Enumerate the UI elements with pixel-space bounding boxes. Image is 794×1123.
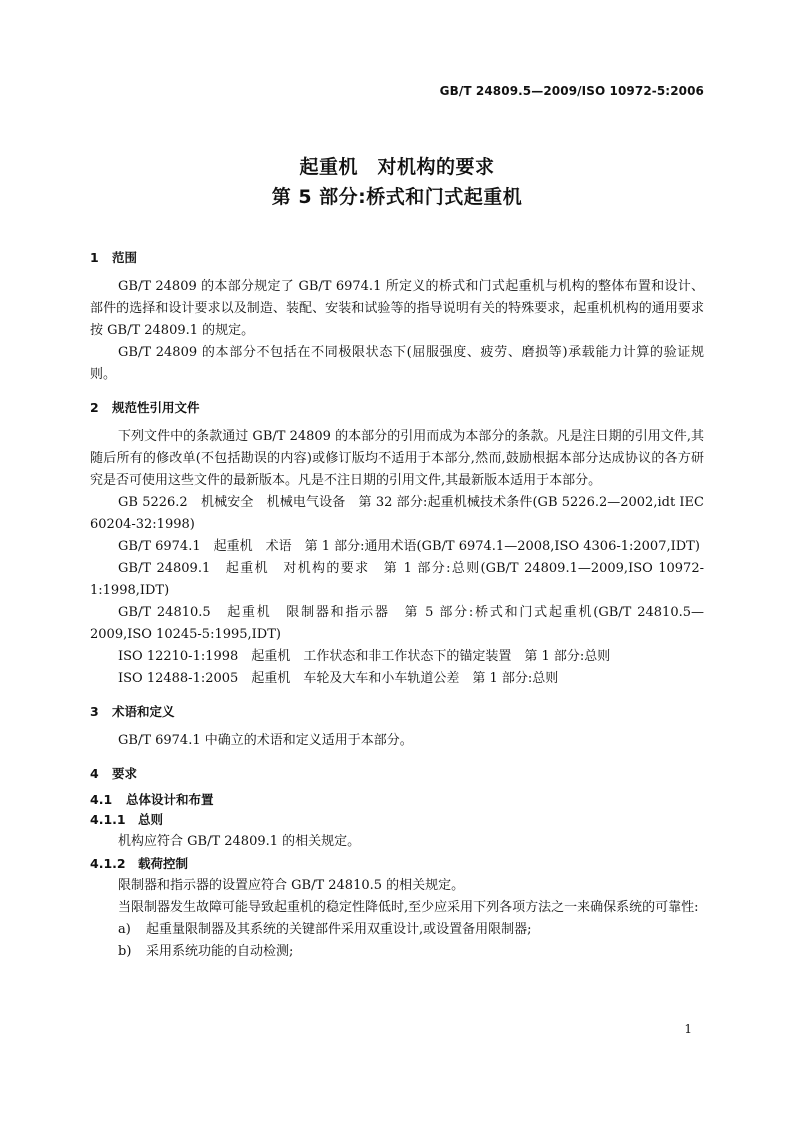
document-body: [90, 250, 704, 963]
section-3-heading: [90, 704, 704, 720]
normative-reference: GB/T 24809.1 起重机 对机构的要求 第 1 部分:总则(GB/T 24809.1—2009,ISO 10972-1:1998,IDT): [90, 561, 704, 598]
normative-reference: GB/T 24810.5 起重机 限制器和指示器 第 5 部分:桥式和门式起重机(GB/T 24810.5—2009,ISO 10245-5:1995,IDT): [90, 605, 704, 642]
section-number: 4.1: [90, 792, 113, 807]
page-number: 1: [684, 1022, 692, 1036]
section-3-paragraph: GB/T 6974.1 中确立的术语和定义适用于本部分。: [118, 733, 413, 748]
section-2-intro: 下列文件中的条款通过 GB/T 24809 的本部分的引用而成为本部分的条款。凡是注日期的引用文件,其随后所有的修改单(不包括勘误的内容)或修订版均不适用于本部分,然而,鼓励根据本部分达成协议的各方研究是否可使用这些文件的最新版本。凡是不注日期的引用文件,其最新版本适用于本部分。: [90, 429, 704, 488]
section-number: 4: [90, 766, 99, 781]
document-title-line1: 起重机 对机构的要求: [299, 156, 495, 178]
list-item: [90, 941, 704, 963]
list-item-label: b): [118, 944, 132, 959]
section-4-1-2-paragraph-1: 限制器和指示器的设置应符合 GB/T 24810.5 的相关规定。: [118, 878, 465, 893]
section-title: 规范性引用文件: [112, 400, 200, 415]
section-title: 术语和定义: [112, 704, 175, 719]
normative-reference: ISO 12488-1:2005 起重机 车轮及大车和小车轨道公差 第 1 部分:总则: [118, 671, 559, 686]
normative-reference: GB 5226.2 机械安全 机械电气设备 第 32 部分:起重机械技术条件(GB 5226.2—2002,idt IEC 60204-32:1998): [90, 495, 704, 532]
section-number: 4.1.1: [90, 812, 126, 827]
section-1-heading: [90, 250, 704, 266]
normative-reference: ISO 12210-1:1998 起重机 工作状态和非工作状态下的锚定装置 第 1 部分:总则: [118, 649, 611, 664]
section-title: 总则: [138, 812, 164, 827]
section-4-1-1-heading: [90, 812, 704, 828]
section-4-1-2-paragraph-2: 当限制器发生故障可能导致起重机的稳定性降低时,至少应采用下列各项方法之一来确保系统的可靠性:: [118, 900, 699, 915]
standard-code-header: GB/T 24809.5—2009/ISO 10972-5:2006: [439, 84, 704, 98]
normative-reference: GB/T 6974.1 起重机 术语 第 1 部分:通用术语(GB/T 6974.1—2008,ISO 4306-1:2007,IDT): [118, 539, 700, 554]
list-item-label: a): [118, 922, 131, 937]
section-number: 3: [90, 704, 99, 719]
section-4-1-2-heading: [90, 856, 704, 872]
section-number: 1: [90, 250, 99, 265]
section-1-paragraph-1: GB/T 24809 的本部分规定了 GB/T 6974.1 所定义的桥式和门式起重机与机构的整体布置和设计、部件的选择和设计要求以及制造、装配、安装和试验等的指导说明有关的特殊要求，起重机机构的通用要求按 GB/T 24809.1 的规定。: [90, 279, 704, 338]
list-item: [90, 919, 704, 941]
section-4-1-heading: [90, 792, 704, 808]
section-number: 2: [90, 400, 99, 415]
section-4-heading: [90, 766, 704, 782]
section-title: 总体设计和布置: [126, 792, 214, 807]
section-2-heading: [90, 400, 704, 416]
section-title: 范围: [112, 250, 138, 265]
section-number: 4.1.2: [90, 856, 126, 871]
list-item-text: 采用系统功能的自动检测;: [146, 944, 294, 959]
list-item-text: 起重量限制器及其系统的关键部件采用双重设计,或设置备用限制器;: [146, 922, 532, 937]
section-1-paragraph-2: GB/T 24809 的本部分不包括在不同极限状态下(屈服强度、疲劳、磨损等)承载能力计算的验证规则。: [90, 345, 704, 382]
section-title: 载荷控制: [138, 856, 189, 871]
section-title: 要求: [112, 766, 138, 781]
document-title-line2: 第 5 部分:桥式和门式起重机: [271, 186, 523, 208]
section-4-1-1-paragraph: 机构应符合 GB/T 24809.1 的相关规定。: [118, 834, 361, 849]
